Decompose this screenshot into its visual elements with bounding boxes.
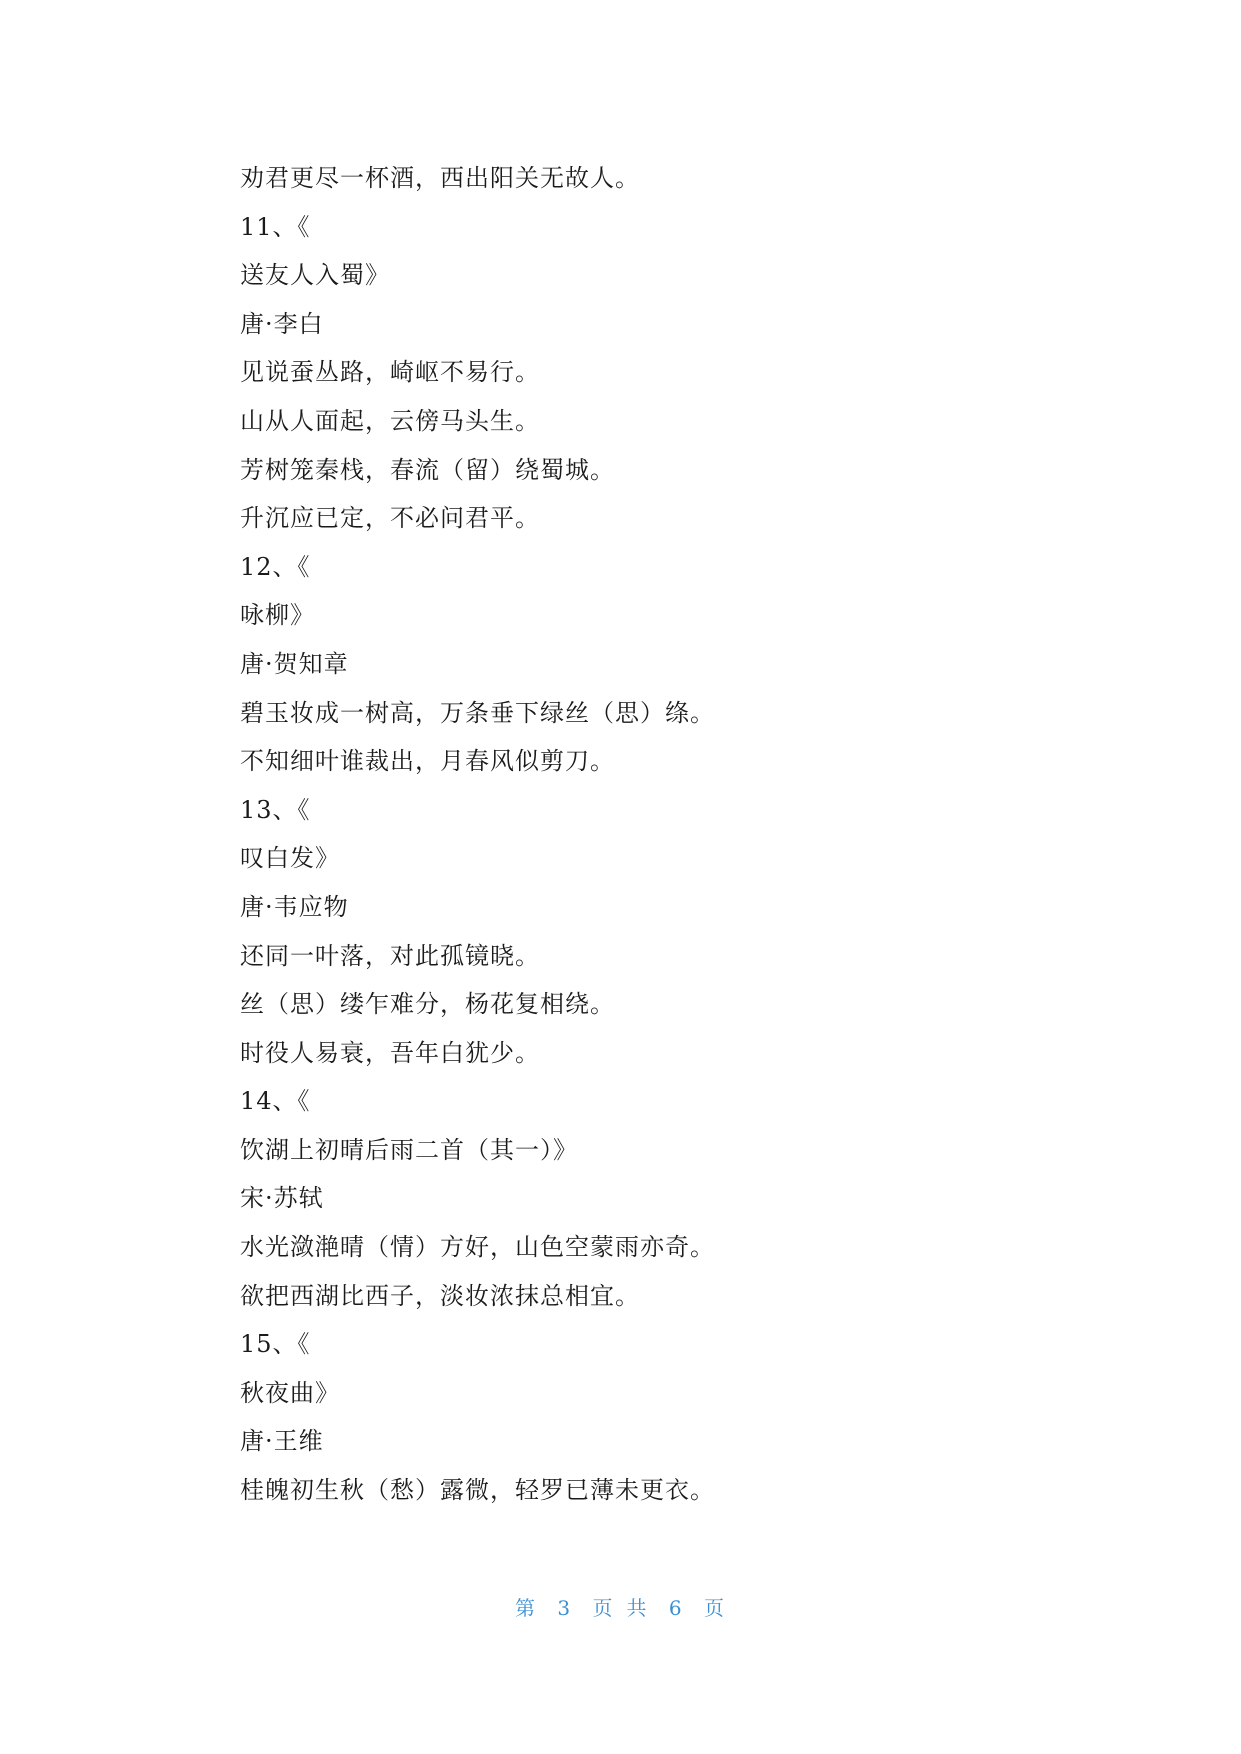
text-line: 见说蚕丛路，崎岖不易行。	[240, 358, 540, 387]
poem-title: 咏柳》	[240, 601, 315, 630]
poem-title: 饮湖上初晴后雨二首（其一）》	[240, 1135, 578, 1164]
text-line: 桂魄初生秋（愁）露微，轻罗已薄未更衣。	[240, 1476, 715, 1505]
text-line: 山从人面起，云傍马头生。	[240, 406, 540, 435]
footer-ye2: 页	[703, 1596, 726, 1620]
text-line: 时役人易衰，吾年白犹少。	[240, 1038, 540, 1067]
poem-title: 叹白发》	[240, 844, 340, 873]
text-line: 欲把西湖比西子，淡妆浓抹总相宜。	[240, 1281, 640, 1310]
text-line: 碧玉妆成一树高，万条垂下绿丝（思）绦。	[240, 698, 715, 727]
poem-title: 秋夜曲》	[240, 1378, 340, 1407]
footer-current-page: 3	[557, 1596, 573, 1620]
footer-gong: 共	[626, 1596, 649, 1620]
text-line: 升沉应已定，不必问君平。	[240, 504, 540, 533]
text-line: 芳树笼秦栈，春流（留）绕蜀城。	[240, 455, 615, 484]
footer-di: 第	[515, 1596, 538, 1620]
poem-number: 12、《	[240, 552, 311, 581]
poem-author: 唐·贺知章	[240, 649, 349, 678]
text-line: 丝（思）缕乍难分，杨花复相绕。	[240, 990, 615, 1019]
text-line: 劝君更尽一杯酒，西出阳关无故人。	[240, 164, 640, 192]
text-line: 不知细叶谁裁出，月春风似剪刀。	[240, 747, 615, 776]
poem-author: 宋·苏轼	[240, 1184, 324, 1213]
poem-number: 15、《	[240, 1330, 311, 1359]
poem-author: 唐·李白	[240, 309, 324, 338]
text-line: 还同一叶落，对此孤镜晓。	[240, 941, 540, 970]
poem-number: 13、《	[240, 795, 311, 824]
poem-title: 送友人入蜀》	[240, 261, 390, 290]
poem-text-body	[240, 154, 1040, 1515]
poem-number: 14、《	[240, 1087, 311, 1116]
footer-ye: 页	[592, 1596, 615, 1620]
poem-author: 唐·王维	[240, 1427, 324, 1456]
page-footer	[0, 1592, 1241, 1621]
poem-number: 11、《	[240, 212, 311, 241]
poem-author: 唐·韦应物	[240, 892, 349, 921]
text-line: 水光潋滟晴（情）方好，山色空蒙雨亦奇。	[240, 1233, 715, 1262]
footer-total-pages: 6	[668, 1596, 684, 1620]
